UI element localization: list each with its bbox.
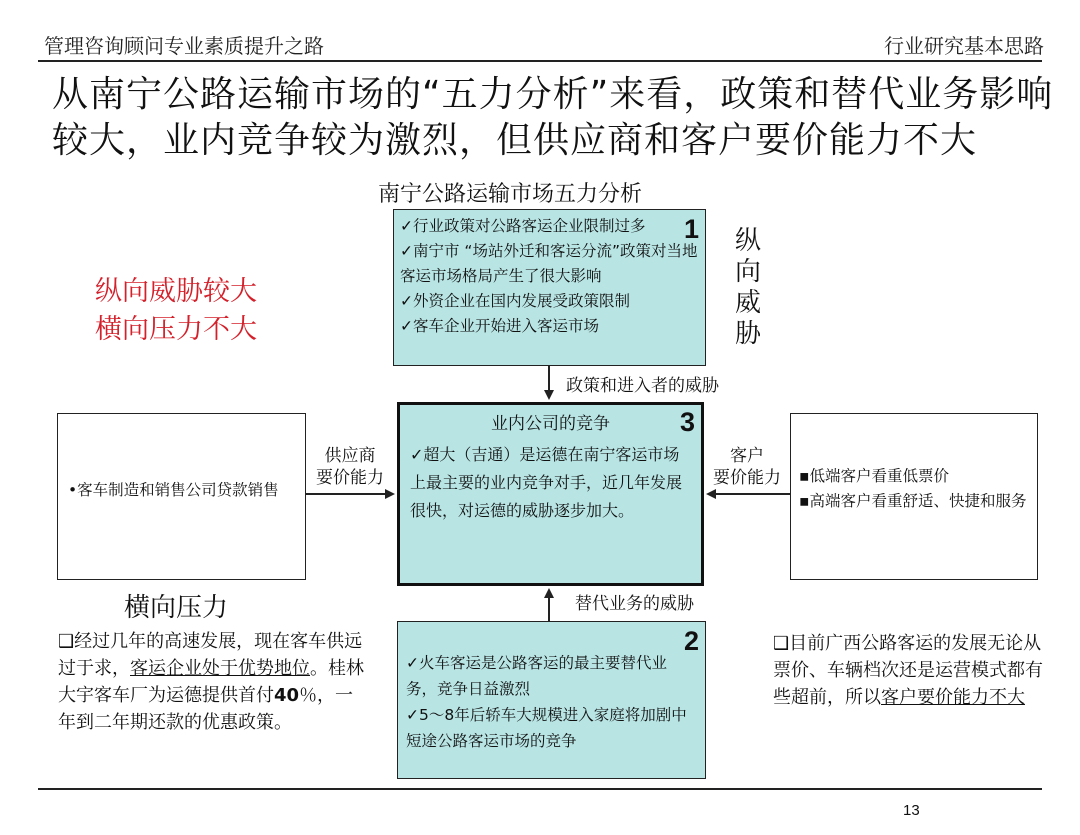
list-item: ✓5～8年后轿车大规模进入家庭将加剧中短途公路客运市场的竞争 <box>406 706 687 750</box>
label-line: 供应商 <box>324 446 376 466</box>
diagram-title: 南宁公路运输市场五力分析 <box>378 182 643 207</box>
box-text: •客车制造和销售公司贷款销售 <box>68 481 279 499</box>
box-number: 3 <box>679 407 695 437</box>
note-underlined-text: 客运企业处于优势地位 <box>130 658 310 679</box>
list-item: ✓客车企业开始进入客运市场 <box>400 317 599 335</box>
list-item: ✓南宁市 “场站外迁和客运分流”政策对当地客运市场格局产生了很大影响 <box>400 242 698 285</box>
vertical-char: 纵 <box>734 226 761 256</box>
list-item: ✓外资企业在国内发展受政策限制 <box>400 292 630 310</box>
note-text: ❑目前广西公路客运的发展无论从票价、车辆档次还是运营模式都有些超前，所以 <box>773 633 1043 708</box>
slide-title: 从南宁公路运输市场的“五力分析”来看，政策和替代业务影响较大，业内竞争较为激烈，但供应商和客户要价能力不大 <box>52 74 1054 161</box>
header-right-text: 行业研究基本思路 <box>884 34 1044 58</box>
vertical-char: 胁 <box>734 319 761 349</box>
note-text: 。桂林大宇客车厂为运德提供首付 <box>58 658 364 706</box>
box-text: ✓超大（吉通）是运德在南宁客运市场上最主要的业内竞争对手，近几年发展很快，对运德的威胁逐步加大。 <box>410 445 683 520</box>
box-number: 1 <box>683 214 699 244</box>
page-number: 13 <box>903 802 920 819</box>
note-text: ❑经过几年的高速发展，现在客车供远过于求， <box>58 631 363 679</box>
box-heading: 业内公司的竞争 <box>491 414 610 434</box>
summary-line-1: 纵向威胁较大 <box>95 276 257 307</box>
list-item: ✓行业政策对公路客运企业限制过多 <box>400 217 646 235</box>
label-line: 要价能力 <box>316 468 384 488</box>
arrow-label-substitute: 替代业务的威胁 <box>575 594 694 614</box>
vertical-char: 威 <box>734 288 761 318</box>
label-line: 要价能力 <box>713 468 781 488</box>
vertical-char: 向 <box>734 257 761 287</box>
box-number: 2 <box>683 626 699 656</box>
note-underlined-text: 客户要价能力不大 <box>881 687 1025 708</box>
horizontal-pressure-label: 横向压力 <box>124 593 229 623</box>
arrow-label-policy: 政策和进入者的威胁 <box>566 376 719 396</box>
header-left-text: 管理咨询顾问专业素质提升之路 <box>44 34 324 58</box>
note-text: ％，一年到二年期还款的优惠政策。 <box>58 685 354 733</box>
list-item: ▪高端客户看重舒适、快捷和服务 <box>799 492 1027 510</box>
list-item: ✓火车客运是公路客运的最主要替代业务，竞争日益激烈 <box>406 654 667 698</box>
label-line: 客户 <box>730 446 764 466</box>
list-item: ▪低端客户看重低票价 <box>799 467 950 485</box>
summary-line-2: 横向压力不大 <box>95 314 257 345</box>
note-bold-text: 40 <box>274 685 300 706</box>
